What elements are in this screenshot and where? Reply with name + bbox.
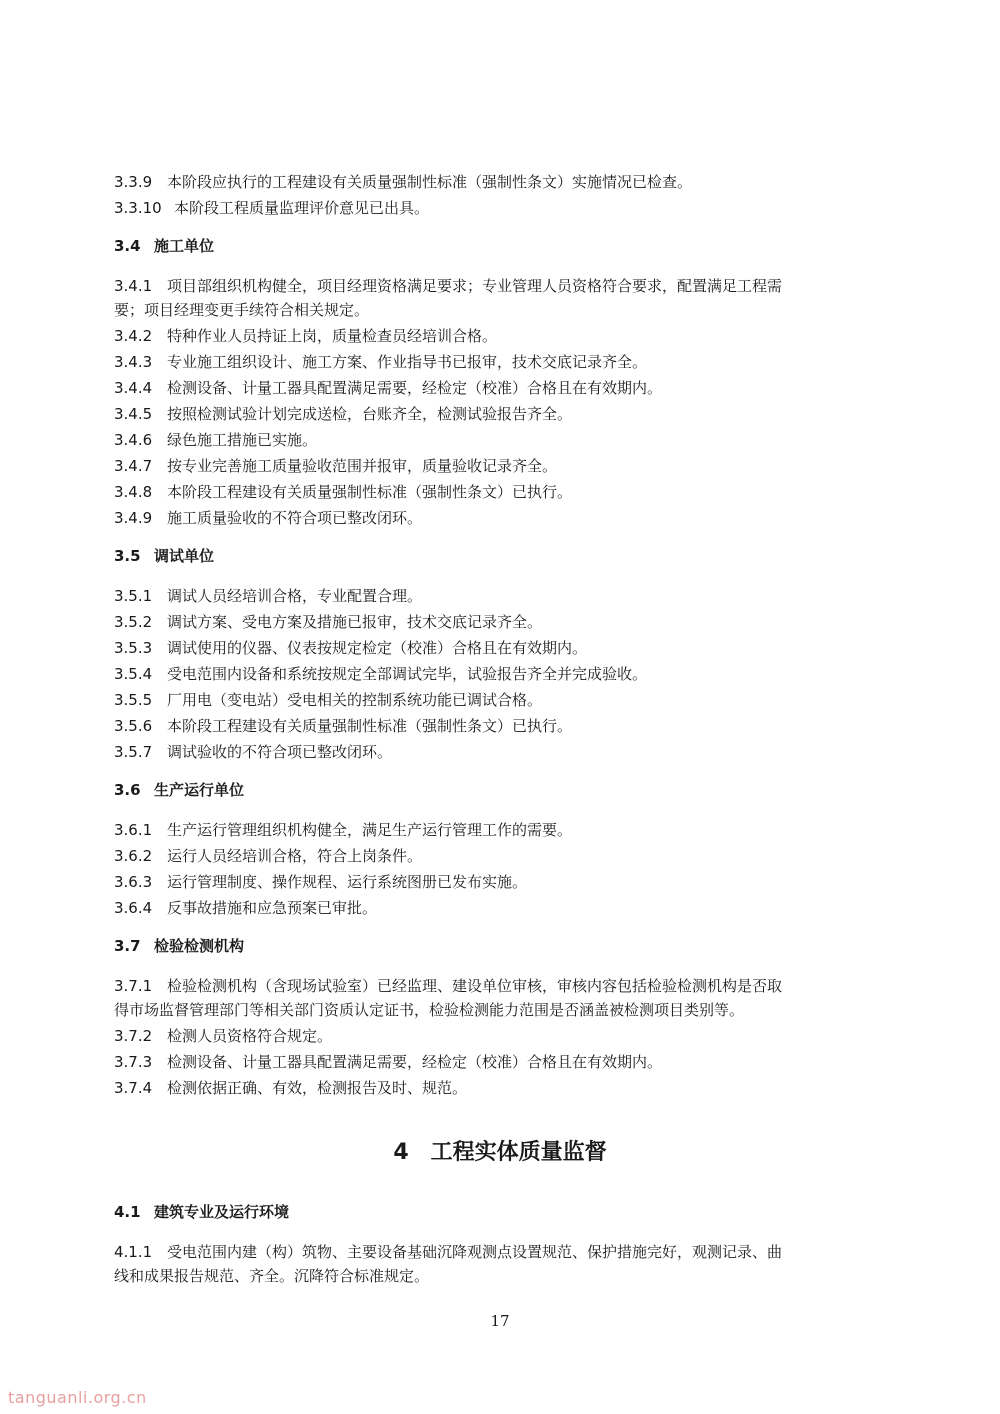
- clause-text: 受电范围内建（构）筑物、主要设备基础沉降观测点设置规范、保护措施完好，观测记录、曲: [167, 1243, 783, 1261]
- clause-text: 本阶段工程建设有关质量强制性标准（强制性条文）已执行。: [167, 483, 573, 501]
- clause-number: 4.1.1: [114, 1243, 153, 1261]
- clause-number: 3.7.3: [114, 1053, 153, 1071]
- clause-number: 3.5.5: [114, 691, 153, 709]
- clause-line: [114, 638, 914, 658]
- clause-text: 受电范围内设备和系统按规定全部调试完毕，试验报告齐全并完成验收。: [167, 665, 648, 683]
- clause-text: 检验检测机构: [154, 937, 245, 955]
- clause-text: 特种作业人员持证上岗，质量检查员经培训合格。: [167, 327, 498, 345]
- clause-number: 3.4.6: [114, 431, 153, 449]
- clause-text: 运行管理制度、操作规程、运行系统图册已发布实施。: [167, 873, 528, 891]
- chapter-heading: [0, 1138, 1000, 1168]
- clause-number: 3.4.7: [114, 457, 153, 475]
- section-heading: [114, 546, 914, 566]
- clause-number: 3.4.2: [114, 327, 153, 345]
- clause-line: [114, 1000, 914, 1020]
- clause-number: 3.7.4: [114, 1079, 153, 1097]
- clause-text: 检测设备、计量工器具配置满足需要，经检定（校准）合格且在有效期内。: [167, 1053, 663, 1071]
- clause-number: 3.5: [114, 547, 141, 565]
- clause-text: 本阶段应执行的工程建设有关质量强制性标准（强制性条文）实施情况已检查。: [167, 173, 693, 191]
- clause-line: [114, 872, 914, 892]
- clause-text: 得市场监督管理部门等相关部门资质认定证书，检验检测能力范围是否涵盖被检测项目类别等。: [114, 1001, 745, 1019]
- clause-line: [114, 300, 914, 320]
- clause-text: 施工单位: [154, 237, 215, 255]
- clause-text: 本阶段工程建设有关质量强制性标准（强制性条文）已执行。: [167, 717, 573, 735]
- clause-number: 3.5.1: [114, 587, 153, 605]
- section-heading: [114, 780, 914, 800]
- clause-line: [114, 716, 914, 736]
- clause-number: 3.4: [114, 237, 141, 255]
- clause-text: 施工质量验收的不符合项已整改闭环。: [167, 509, 423, 527]
- clause-text: 调试人员经培训合格，专业配置合理。: [167, 587, 423, 605]
- clause-text: 项目部组织机构健全，项目经理资格满足要求；专业管理人员资格符合要求，配置满足工程需: [167, 277, 783, 295]
- clause-text: 绿色施工措施已实施。: [167, 431, 318, 449]
- clause-line: [114, 1242, 914, 1262]
- clause-line: [114, 898, 914, 918]
- clause-number: 3.4.5: [114, 405, 153, 423]
- clause-text: 反事故措施和应急预案已审批。: [167, 899, 378, 917]
- clause-number: 3.6: [114, 781, 141, 799]
- clause-number: 3.4.8: [114, 483, 153, 501]
- clause-text: 调试使用的仪器、仪表按规定检定（校准）合格且在有效期内。: [167, 639, 588, 657]
- clause-number: 3.5.6: [114, 717, 153, 735]
- clause-text: 调试单位: [154, 547, 215, 565]
- clause-line: [114, 586, 914, 606]
- clause-line: [114, 846, 914, 866]
- clause-number: 3.6.3: [114, 873, 153, 891]
- section-heading: [114, 1202, 914, 1222]
- clause-number: 3.4.1: [114, 277, 153, 295]
- clause-text: 检测设备、计量工器具配置满足需要，经检定（校准）合格且在有效期内。: [167, 379, 663, 397]
- clause-number: 3.7.2: [114, 1027, 153, 1045]
- clause-number: 3.6.2: [114, 847, 153, 865]
- clause-line: [114, 352, 914, 372]
- clause-line: [114, 976, 914, 996]
- clause-number: 3.6.4: [114, 899, 153, 917]
- clause-text: 检测人员资格符合规定。: [167, 1027, 333, 1045]
- clause-line: [114, 430, 914, 450]
- section-heading: [114, 236, 914, 256]
- clause-number: 3.4.4: [114, 379, 153, 397]
- clause-number: 4.1: [114, 1203, 141, 1221]
- clause-line: [114, 404, 914, 424]
- clause-number: 3.7.1: [114, 977, 153, 995]
- clause-line: [114, 198, 914, 218]
- clause-text: 线和成果报告规范、齐全。沉降符合标准规定。: [114, 1267, 430, 1285]
- clause-text: 厂用电（变电站）受电相关的控制系统功能已调试合格。: [167, 691, 543, 709]
- clause-number: 3.6.1: [114, 821, 153, 839]
- clause-text: 检验检测机构（含现场试验室）已经监理、建设单位审核，审核内容包括检验检测机构是否取: [167, 977, 783, 995]
- clause-line: [114, 326, 914, 346]
- clause-line: [114, 508, 914, 528]
- clause-number: 3.5.3: [114, 639, 153, 657]
- clause-line: [114, 612, 914, 632]
- chapter-number: 4: [393, 1140, 409, 1165]
- clause-number: 3.7: [114, 937, 141, 955]
- clause-text: 专业施工组织设计、施工方案、作业指导书已报审，技术交底记录齐全。: [167, 353, 648, 371]
- clause-text: 按专业完善施工质量验收范围并报审，质量验收记录齐全。: [167, 457, 558, 475]
- clause-number: 3.4.3: [114, 353, 153, 371]
- clause-number: 3.3.9: [114, 173, 153, 191]
- clause-text: 建筑专业及运行环境: [154, 1203, 290, 1221]
- clause-text: 按照检测试验计划完成送检，台账齐全，检测试验报告齐全。: [167, 405, 573, 423]
- clause-line: [114, 1266, 914, 1286]
- clause-text: 生产运行管理组织机构健全，满足生产运行管理工作的需要。: [167, 821, 573, 839]
- clause-text: 调试验收的不符合项已整改闭环。: [167, 743, 393, 761]
- clause-line: [114, 172, 914, 192]
- clause-line: [114, 276, 914, 296]
- clause-line: [114, 1078, 914, 1098]
- clause-line: [114, 482, 914, 502]
- clause-line: [114, 820, 914, 840]
- page-number: 17: [490, 1312, 510, 1330]
- clause-line: [114, 690, 914, 710]
- clause-line: [114, 378, 914, 398]
- clause-line: [114, 664, 914, 684]
- clause-text: 检测依据正确、有效，检测报告及时、规范。: [167, 1079, 468, 1097]
- clause-number: 3.3.10: [114, 199, 162, 217]
- clause-number: 3.5.7: [114, 743, 153, 761]
- clause-text: 调试方案、受电方案及措施已报审，技术交底记录齐全。: [167, 613, 543, 631]
- clause-text: 生产运行单位: [154, 781, 245, 799]
- clause-number: 3.4.9: [114, 509, 153, 527]
- clause-text: 运行人员经培训合格，符合上岗条件。: [167, 847, 423, 865]
- section-heading: [114, 936, 914, 956]
- clause-line: [114, 456, 914, 476]
- clause-number: 3.5.4: [114, 665, 153, 683]
- clause-text: 要；项目经理变更手续符合相关规定。: [114, 301, 370, 319]
- clause-line: [114, 1052, 914, 1072]
- chapter-title: 工程实体质量监督: [430, 1140, 607, 1165]
- watermark: tanguanli.org.cn: [8, 1388, 147, 1407]
- clause-text: 本阶段工程质量监理评价意见已出具。: [174, 199, 430, 217]
- clause-line: [114, 742, 914, 762]
- clause-line: [114, 1026, 914, 1046]
- clause-number: 3.5.2: [114, 613, 153, 631]
